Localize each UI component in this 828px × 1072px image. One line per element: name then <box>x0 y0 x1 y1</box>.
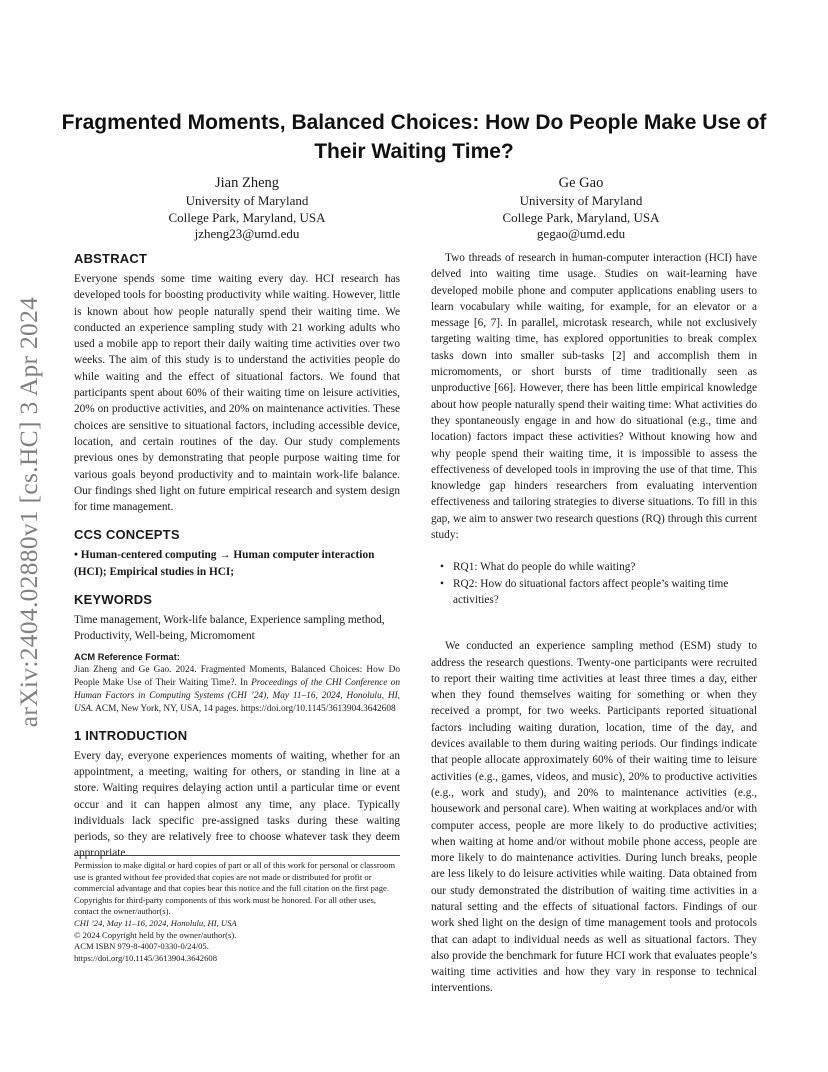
research-questions-list <box>431 559 757 608</box>
intro-paragraph: We conducted an experience sampling method (ESM) study to address the research questions. Twenty-one participants were recruited to report their waiting time activities at least three times a day, either when they found themselves waiting for something or when they received a prompt, for two weeks. Participants reported situational factors including waiting duration, location, time of the day, and devices available to them during waiting periods. Our findings indicate that people allocate approximately 60% of their waiting time to leisure activities (e.g., games, videos, and music), 20% to productive activities (e.g., work and study), and 20% to maintenance activities (e.g., housework and personal care). When waiting at workplaces and/or with computer access, people are more likely to do productive activities; when waiting at home and/or without mobile phone access, people are more likely to do maintenance activities. During lunch breaks, people are less likely to do leisure activities while waiting. Data obtained from our study demonstrated the distribution of waiting time activities in a natural setting and the effects of situational factors. Findings of our work shed light on the design of time management tools and protocols that can adapt to individual needs as well as situational factors. They also provide the benchmark for future HCI work that evaluates people’s waiting time activities and how they vary in response to technical interventions. <box>431 640 757 995</box>
author-block <box>82 174 412 243</box>
right-column <box>431 250 757 997</box>
author-email: gegao@umd.edu <box>536 226 626 242</box>
permission-footnote <box>74 855 400 964</box>
doi-link[interactable]: https://doi.org/10.1145/3613904.3642608 <box>74 952 217 963</box>
intro-paragraph: Two threads of research in human-computer interaction (HCI) have delved into waiting time usage. Studies on wait-learning have developed mobile phone and computer applications enabling users to learn vocabulary while waiting, for example, for an elevator or a message [6, 7]. In parallel, microtask research, while not exclusively targeting waiting time, has explored opportunities to break complex tasks down into smaller sub-tasks [2] and accomplish them in micromoments, or short bursts of time traditionally seen as unproductive [66]. However, there has been little empirical knowledge about how people naturally spend their waiting time: What activities do they spontaneously engage in and how do situational (e.g., time and location) factors impact these activities? Without knowing how and why people spend their waiting time, it is impossible to assess the effectiveness of developed tools in improving the use of that time. This knowledge gap hinders researchers from evaluating intervention effectiveness and tailoring strategies to diverse situations. To fill in this gap, we aim to answer two research questions (RQ) through this current study: <box>431 252 757 542</box>
abstract-heading: ABSTRACT <box>74 251 148 266</box>
acm-reference-venue: Proceedings of the CHI Conference on Human Factors in Computing Systems (CHI ’24), May 11–16, 2024, Honolulu, HI, USA. <box>74 677 400 714</box>
acm-reference-text <box>74 664 400 716</box>
left-column <box>74 250 400 862</box>
isbn-text: ACM ISBN 979-8-4007-0330-0/24/05. <box>74 941 209 952</box>
author-affiliation: University of Maryland <box>519 193 643 208</box>
paper-title: Fragmented Moments, Balanced Choices: How Do People Make Use of Their Waiting Time? <box>61 111 767 163</box>
list-item: • RQ1: What do people do while waiting? <box>453 559 757 575</box>
acm-reference-part: Jian Zheng and Ge Gao. 2024. Fragmented Moments, Balanced Choices: How Do People Make Use of Their Waiting Time?. In <box>74 664 400 688</box>
intro-paragraph: Every day, everyone experiences moments of waiting, whether for an appointment, a meeting, waiting for others, or standing in line at a store. Waiting requires delaying action until a particular time or event occur and it can happen almost any time, any place. Typically individuals lack specific pre-assigned tasks during these waiting periods, so they are relatively free to choose whatever task they deem appropriate. <box>74 749 400 860</box>
author-block <box>416 174 746 243</box>
arxiv-stamp-text: arXiv:2404.02880v1 [cs.HC] 3 Apr 2024 <box>14 296 43 728</box>
author-affiliation: University of Maryland <box>185 193 309 208</box>
acm-reference-part: ACM, New York, NY, USA, 14 pages. https://doi.org/10.1145/3613904.3642608 <box>93 703 396 714</box>
keywords-heading: KEYWORDS <box>74 592 153 608</box>
ccs-text: • Human-centered computing → Human computer interaction (HCI); Empirical studies in HCI; <box>74 549 375 578</box>
introduction-heading: 1 INTRODUCTION <box>74 727 188 743</box>
permission-text: Permission to make digital or hard copies of part or all of this work for personal or classroom use is granted without fee provided that copies are not made or distributed for profit or commercial advantage and that copies bear this notice and the full citation on the first page. Copyrights for third-party components of this work must be honored. For all other uses, contact the owner/author(s). <box>74 860 395 917</box>
abstract-text: Everyone spends some time waiting every day. HCI research has developed tools for boosting productivity while waiting. However, little is known about how people naturally spend their waiting time. We conducted an experience sampling study with 21 working adults who used a mobile app to report their daily waiting time activities over two weeks. The aim of this study is to understand the activities people do while waiting and the effect of situational factors. We found that participants spent about 60% of their waiting time on leisure activities, 20% on productive activities, and 20% on maintenance activities. These choices are sensitive to situational factors, including accessible device, location, and certain routines of the day. Our study complements previous ones by demonstrating that people purpose waiting time for various goals beyond productivity and to maintain work-life balance. Our findings shed light on future empirical research and system design for time management. <box>74 273 400 514</box>
author-email: jzheng23@umd.edu <box>194 226 300 242</box>
author-name: Jian Zheng <box>214 175 280 191</box>
acm-reference-heading: ACM Reference Format: <box>74 651 180 662</box>
list-item: • RQ2: How do situational factors affect people’s waiting time activities? <box>453 576 757 609</box>
arxiv-stamp <box>5 292 53 732</box>
author-location: College Park, Maryland, USA <box>168 209 326 225</box>
ccs-heading: CCS CONCEPTS <box>74 527 180 543</box>
keywords-text: Time management, Work-life balance, Experience sampling method, Productivity, Well-being, Micromoment <box>74 614 385 643</box>
author-name: Ge Gao <box>558 175 604 191</box>
conference-info: CHI ’24, May 11–16, 2024, Honolulu, HI, USA <box>74 917 237 928</box>
author-location: College Park, Maryland, USA <box>502 209 660 225</box>
copyright-text: © 2024 Copyright held by the owner/author(s). <box>74 929 237 940</box>
